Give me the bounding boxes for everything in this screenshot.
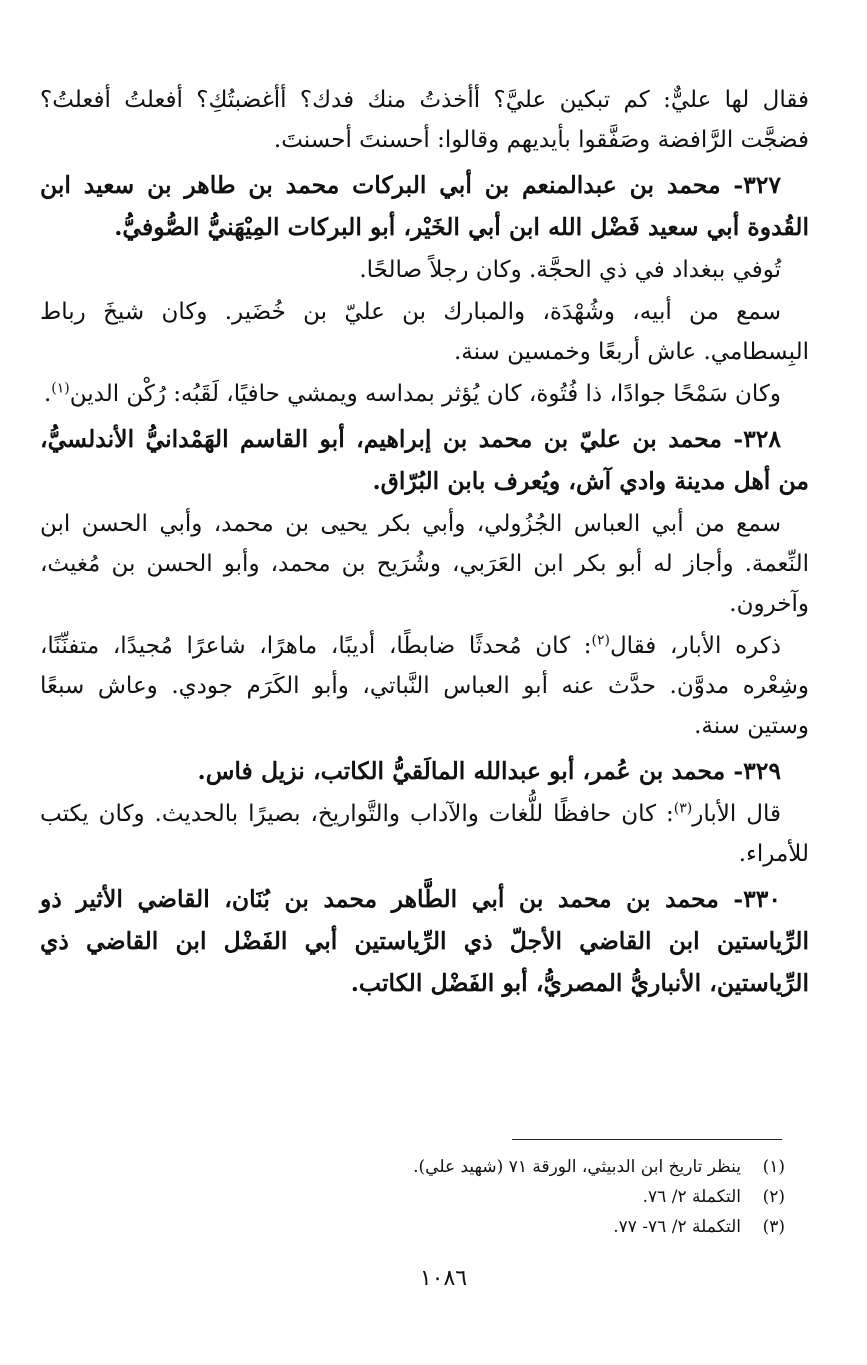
paragraph	[40, 80, 809, 160]
footnote-number: (٣)	[762, 1217, 785, 1237]
paragraph-text: فقال لها عليٌّ: كم تبكين عليَّ؟ أأخذتُ منك فدك؟ أأغضبتُكِ؟ أفعلتُ أفعلتُ؟ فضجَّت الرَّافضة وصَفَّقوا بأيديهم وقالوا: أحسنتَ أحسنتَ.	[40, 87, 809, 153]
paragraph-text: تُوفي ببغداد في ذي الحجَّة. وكان رجلاً صالحًا.	[359, 257, 781, 283]
biography-entry-heading	[40, 750, 809, 792]
paragraph	[40, 794, 809, 874]
paragraph-text: سمع من أبيه، وشُهْدَة، والمبارك بن عليّ بن خُضَير. وكان شيخَ رباط البِسطامي. عاش أربعًا وخمسين سنة.	[40, 299, 809, 365]
paragraph	[40, 626, 809, 746]
paragraph	[40, 504, 809, 624]
paragraph-text: وكان سَمْحًا جوادًا، ذا فُتُوة، كان يُؤثر بمداسه ويمشي حافيًا، لَقَبُه: رُكْن الدين	[69, 381, 781, 407]
paragraph-text: قال الأبار	[692, 801, 781, 827]
footnote-number: (٢)	[762, 1187, 785, 1207]
paragraph-text: ٣٣٠- محمد بن محمد بن أبي الطَّاهر محمد بن بُنَان، القاضي الأثير ذو الرِّياستين ابن القاضي الأجلّ ذي الرِّياستين أبي الفَضْل ابن القاضي ذي الرِّياستين، الأنباريُّ المصريُّ، أبو الفَضْل الكاتب.	[40, 885, 809, 997]
paragraph-text: ٣٢٩- محمد بن عُمر، أبو عبدالله المالَقيُّ الكاتب، نزيل فاس.	[197, 757, 781, 785]
footnote-marker[interactable]: (٢)	[591, 632, 610, 649]
paragraph	[40, 250, 809, 290]
footnote-marker[interactable]: (٣)	[673, 800, 693, 817]
footnote	[165, 1152, 785, 1182]
paragraph	[40, 292, 809, 372]
biography-entry-heading	[40, 418, 809, 502]
paragraph-text-tail: : كان حافظًا للُّغات والآداب والتَّواريخ، بصيرًا بالحديث. وكان يكتب للأمراء.	[40, 801, 809, 867]
footnote-text: ينظر تاريخ ابن الدبيثي، الورقة ٧١ (شهيد علي).	[413, 1157, 741, 1177]
paragraph-text-tail: : كان مُحدثًا ضابطًا، أديبًا، ماهرًا، شاعرًا مُجيدًا، متفنِّنًا، وشِعْره مدوَّن. حدَّث عنه أبو العباس النَّباتي، وأبو الكَرَم جودي. وعاش سبعًا وستين سنة.	[40, 633, 809, 739]
footnote-text: التكملة ٢/ ٧٦.	[642, 1187, 741, 1207]
paragraph-text: ٣٢٧- محمد بن عبدالمنعم بن أبي البركات محمد بن طاهر بن سعيد ابن القُدوة أبي سعيد فَضْل الله ابن أبي الخَيْر، أبو البركات المِيْهَنيُّ الصُّوفيُّ.	[40, 171, 809, 241]
footnote-number: (١)	[762, 1157, 785, 1177]
footnote-separator	[512, 1139, 782, 1140]
paragraph-text: سمع من أبي العباس الجُزُولي، وأبي بكر يحيى بن محمد، وأبي الحسن ابن النِّعمة. وأجاز له أبو بكر ابن العَرَبي، وشُرَيح بن محمد، وأبو الحسن بن مُغيث، وآخرون.	[40, 511, 809, 617]
page-body	[40, 80, 809, 1004]
biography-entry-heading	[40, 878, 809, 1004]
footnote-marker[interactable]: (١)	[51, 380, 70, 397]
footnote-text: التكملة ٢/ ٧٦- ٧٧.	[613, 1217, 741, 1237]
paragraph-text: ذكره الأبار، فقال	[609, 633, 781, 659]
footnotes	[165, 1152, 785, 1242]
page-number: ١٠٨٦	[419, 1266, 468, 1291]
paragraph-text-tail: .	[43, 381, 52, 407]
footnote	[165, 1212, 785, 1242]
paragraph	[40, 374, 809, 414]
biography-entry-heading	[40, 164, 809, 248]
footnote	[165, 1182, 785, 1212]
paragraph-text: ٣٢٨- محمد بن عليّ بن محمد بن إبراهيم، أبو القاسم الهَمْدانيُّ الأندلسيُّ، من أهل مدينة وادي آش، ويُعرف بابن البُرّاق.	[40, 425, 809, 495]
